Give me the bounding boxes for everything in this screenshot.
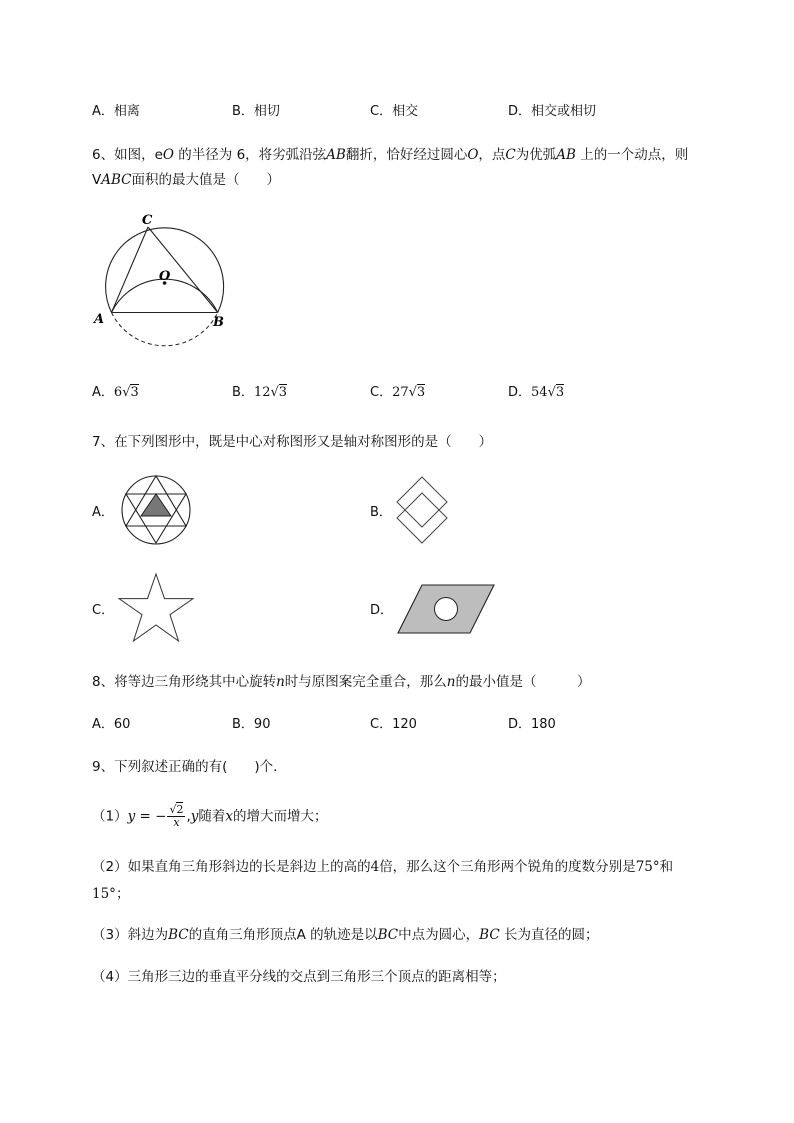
q5-option-c: C．相交 (370, 104, 419, 119)
q9-statement-2-line1: （2）如果直角三角形斜边的长是斜边上的高的4倍，那么这个三角形两个锐角的度数分别是75°和 (92, 859, 674, 875)
q6-circle-figure (90, 208, 240, 358)
label-a: A (94, 312, 105, 327)
q7-label-d: D． (370, 603, 394, 618)
q7-label-b: B． (370, 505, 392, 520)
q7-label-a: A． (92, 505, 114, 520)
label-c: C (142, 213, 153, 228)
q7-figure-c-star (118, 572, 196, 644)
q9-statement-1: （1）y = − $\frac{√2}{x}$ ,y随着x的增大而增大； (92, 803, 328, 829)
label-b: B (213, 315, 224, 330)
q7-label-c: C． (92, 603, 115, 618)
q8-option-d: D．180 (508, 717, 556, 732)
q8-option-c: C．120 (370, 717, 417, 732)
q9-statement-3: （3）斜边为BC的直角三角形顶点A 的轨迹是以BC中点为圆心，BC 长为直径的圆； (92, 927, 599, 943)
q5-option-d: D．相交或相切 (508, 104, 597, 119)
fraction: $\frac{√2}{x}$ (169, 803, 184, 829)
segment-ac (112, 227, 149, 313)
q6-option-a: A．6√3 (92, 385, 139, 400)
q8-stem: 8、将等边三角形绕其中心旋转n时与原图案完全重合，那么n的最小值是（ ） (92, 674, 591, 690)
q9-statement-4: （4）三角形三边的垂直平分线的交点到三角形三个顶点的距离相等； (92, 969, 506, 985)
label-o: O (159, 269, 171, 284)
q7-figure-b-overlapping-squares (395, 475, 449, 547)
q6-option-c: C．27√3 (370, 385, 426, 400)
q6-option-b: B．12√3 (232, 385, 288, 400)
q6-option-d: D．54√3 (508, 385, 565, 400)
q6-stem-line2: VABC面积的最大值是（ ） (92, 172, 280, 188)
q9-stem: 9、下列叙述正确的有( )个. (92, 759, 278, 775)
q7-figure-d-parallelogram (396, 583, 496, 635)
q8-option-a: A．60 (92, 717, 131, 732)
q5-option-a: A．相离 (92, 104, 140, 119)
q7-stem: 7、在下列图形中，既是中心对称图形又是轴对称图形的是（ ） (92, 434, 493, 450)
q9-statement-2-line2: 15°； (92, 886, 130, 902)
q8-option-b: B．90 (232, 717, 271, 732)
minor-arc-dashed (112, 313, 218, 346)
q7-figure-a-circle-triangles (119, 474, 193, 546)
q5-option-b: B．相切 (232, 104, 280, 119)
q6-stem-line1: 6、如图，eO 的半径为 6，将劣弧沿弦AB翻折，恰好经过圆心O，点C为优弧AB 上的一个动点，则 (92, 147, 689, 163)
